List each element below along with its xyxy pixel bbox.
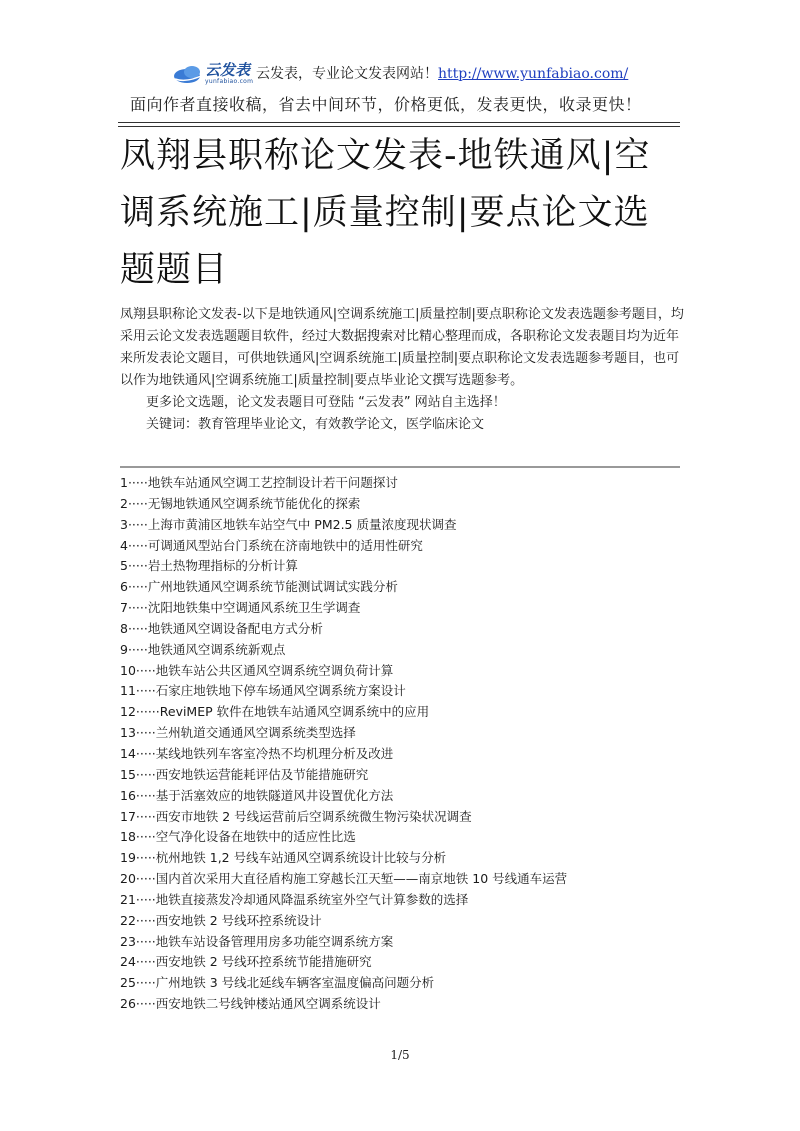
section-divider — [120, 466, 680, 468]
list-item-leader: ····· — [135, 996, 156, 1012]
list-item-leader: ······ — [135, 704, 160, 720]
list-item-number: 21 — [120, 891, 136, 907]
list-item-number: 26 — [120, 996, 136, 1012]
list-item-title: 西安地铁 2 号线环控系统节能措施研究 — [155, 954, 372, 970]
header-divider — [118, 122, 680, 127]
list-item-title: 广州地铁通风空调系统节能测试调试实践分析 — [147, 579, 398, 595]
list-item — [120, 807, 680, 828]
list-item-leader: ····· — [135, 829, 156, 845]
list-item — [120, 765, 680, 786]
list-item-title: 地铁通风空调设备配电方式分析 — [147, 620, 323, 636]
list-item-number: 8 — [120, 620, 128, 636]
list-item-number: 5 — [120, 558, 128, 574]
list-item-number: 12 — [120, 704, 136, 720]
list-item-number: 24 — [120, 954, 136, 970]
list-item — [120, 723, 680, 744]
list-item-leader: ····· — [127, 620, 148, 636]
list-item-title: 上海市黄浦区地铁车站空气中 PM2.5 质量浓度现状调查 — [147, 516, 457, 532]
list-item-title: 地铁直接蒸发冷却通风降温系统室外空气计算参数的选择 — [155, 891, 469, 907]
list-item-number: 25 — [120, 975, 136, 991]
list-item-number: 3 — [120, 516, 128, 532]
topic-list — [120, 473, 680, 1015]
list-item-number: 20 — [120, 871, 136, 887]
list-item — [120, 848, 680, 869]
page-number: 1/5 — [390, 1048, 410, 1062]
yunfabiao-logo[interactable] — [173, 59, 255, 87]
list-item-number: 14 — [120, 745, 136, 761]
list-item-title: 某线地铁列车客室冷热不均机理分析及改进 — [155, 745, 394, 761]
list-item-number: 13 — [120, 725, 136, 741]
list-item-leader: ····· — [127, 558, 148, 574]
list-item — [120, 536, 680, 557]
list-item-number: 10 — [120, 662, 136, 678]
list-item-leader: ····· — [135, 954, 156, 970]
list-item-title: 国内首次采用大直径盾构施工穿越长江天堑——南京地铁 10 号线通车运营 — [155, 871, 568, 887]
list-item — [120, 661, 680, 682]
list-item-title: 杭州地铁 1,2 号线车站通风空调系统设计比较与分析 — [155, 850, 447, 866]
list-item-leader: ····· — [127, 537, 148, 553]
list-item-title: 兰州轨道交通通风空调系统类型选择 — [155, 725, 356, 741]
list-item-title: 西安市地铁 2 号线运营前后空调系统微生物污染状况调查 — [155, 808, 472, 824]
list-item-number: 7 — [120, 600, 128, 616]
list-item-title: 基于活塞效应的地铁隧道风井设置优化方法 — [155, 787, 394, 803]
list-item — [120, 577, 680, 598]
list-item-title: 西安地铁二号线钟楼站通风空调系统设计 — [155, 996, 381, 1012]
logo-subtext: yunfabiao.com — [205, 78, 254, 85]
list-item-leader: ····· — [135, 871, 156, 887]
list-item-leader: ····· — [135, 662, 156, 678]
header-slogan: 面向作者直接收稿，省去中间环节，价格更低，发表更快，收录更快！ — [130, 95, 642, 114]
list-item-title: 地铁车站设备管理用房多功能空调系统方案 — [155, 933, 394, 949]
intro-section — [120, 304, 685, 436]
list-item-number: 22 — [120, 912, 136, 928]
list-item-title: 地铁通风空调系统新观点 — [147, 641, 286, 657]
list-item-title: 沈阳地铁集中空调通风系统卫生学调查 — [147, 600, 361, 616]
list-item-title: 空气净化设备在地铁中的适应性比选 — [155, 829, 356, 845]
list-item — [120, 556, 680, 577]
list-item-number: 19 — [120, 850, 136, 866]
document-title: 凤翔县职称论文发表-地铁通风|空调系统施工|质量控制|要点论文选题题目 — [120, 136, 651, 290]
list-item-leader: ····· — [127, 495, 148, 511]
list-item — [120, 890, 680, 911]
list-item-leader: ····· — [135, 933, 156, 949]
list-item-number: 11 — [120, 683, 136, 699]
more-topics-note: 更多论文选题，论文发表题目可登陆 “云发表” 网站自主选择！ — [146, 395, 506, 410]
cloud-icon — [173, 63, 205, 85]
list-item-number: 17 — [120, 808, 136, 824]
list-item-leader: ····· — [127, 579, 148, 595]
list-item — [120, 744, 680, 765]
list-item-number: 16 — [120, 787, 136, 803]
header-tagline-row — [256, 63, 628, 83]
header-tagline: 云发表，专业论文发表网站！ — [256, 66, 438, 82]
list-item-leader: ····· — [127, 475, 148, 490]
list-item-leader: ····· — [135, 850, 156, 866]
list-item-leader: ····· — [127, 600, 148, 616]
list-item-title: 西安地铁 2 号线环控系统设计 — [155, 912, 322, 928]
list-item-number: 15 — [120, 766, 136, 782]
logo-text: 云发表 — [205, 61, 251, 79]
list-item-title: 广州地铁 3 号线北延线车辆客室温度偏高问题分析 — [155, 975, 435, 991]
site-link[interactable]: http://www.yunfabiao.com/ — [438, 66, 629, 82]
list-item-title: 地铁车站通风空调工艺控制设计若干问题探讨 — [147, 475, 398, 490]
list-item — [120, 994, 680, 1015]
list-item — [120, 869, 680, 890]
list-item — [120, 640, 680, 661]
list-item-leader: ····· — [127, 516, 148, 532]
list-item — [120, 494, 680, 515]
list-item — [120, 786, 680, 807]
list-item-number: 18 — [120, 829, 136, 845]
list-item — [120, 973, 680, 994]
list-item-leader: ····· — [135, 683, 156, 699]
list-item-leader: ····· — [135, 912, 156, 928]
list-item-leader: ····· — [135, 975, 156, 991]
list-item — [120, 911, 680, 932]
list-item — [120, 619, 680, 640]
list-item-number: 23 — [120, 933, 136, 949]
list-item-leader: ····· — [135, 787, 156, 803]
list-item-number: 4 — [120, 537, 128, 553]
intro-paragraph: 凤翔县职称论文发表-以下是地铁通风|空调系统施工|质量控制|要点职称论文发表选题参考题目，均采用云论文发表选题题目软件，经过大数据搜索对比精心整理而成，各职称论文发表题目均为近年来所发表论文题目，可供地铁通风|空调系统施工|质量控制|要点职称论文发表选题参考题目，也可以作为地铁通风|空调系统施工|质量控制|要点毕业论文撰写选题参考。 — [120, 307, 684, 388]
list-item — [120, 515, 680, 536]
list-item — [120, 681, 680, 702]
list-item — [120, 932, 680, 953]
list-item-number: 2 — [120, 495, 128, 511]
keywords-line: 关键词：教育管理毕业论文，有效教学论文，医学临床论文 — [146, 417, 485, 432]
list-item-title: 可调通风型站台门系统在济南地铁中的适用性研究 — [147, 537, 423, 553]
list-item — [120, 598, 680, 619]
list-item-title: 地铁车站公共区通风空调系统空调负荷计算 — [155, 662, 394, 678]
list-item-number: 1 — [120, 475, 128, 490]
list-item-leader: ····· — [135, 766, 156, 782]
list-item — [120, 952, 680, 973]
list-item-title: 无锡地铁通风空调系统节能优化的探索 — [147, 495, 361, 511]
list-item — [120, 827, 680, 848]
list-item-number: 6 — [120, 579, 128, 595]
list-item-leader: ····· — [127, 641, 148, 657]
list-item — [120, 473, 680, 494]
list-item-title: 石家庄地铁地下停车场通风空调系统方案设计 — [155, 683, 406, 699]
list-item-leader: ····· — [135, 745, 156, 761]
list-item-title: 岩土热物理指标的分析计算 — [147, 558, 298, 574]
header — [0, 52, 800, 130]
list-item-leader: ····· — [135, 725, 156, 741]
list-item-number: 9 — [120, 641, 128, 657]
list-item-title: ReviMEP 软件在地铁车站通风空调系统中的应用 — [159, 704, 430, 720]
list-item-leader: ····· — [135, 891, 156, 907]
list-item-leader: ····· — [135, 808, 156, 824]
list-item — [120, 702, 680, 723]
list-item-title: 西安地铁运营能耗评估及节能措施研究 — [155, 766, 369, 782]
